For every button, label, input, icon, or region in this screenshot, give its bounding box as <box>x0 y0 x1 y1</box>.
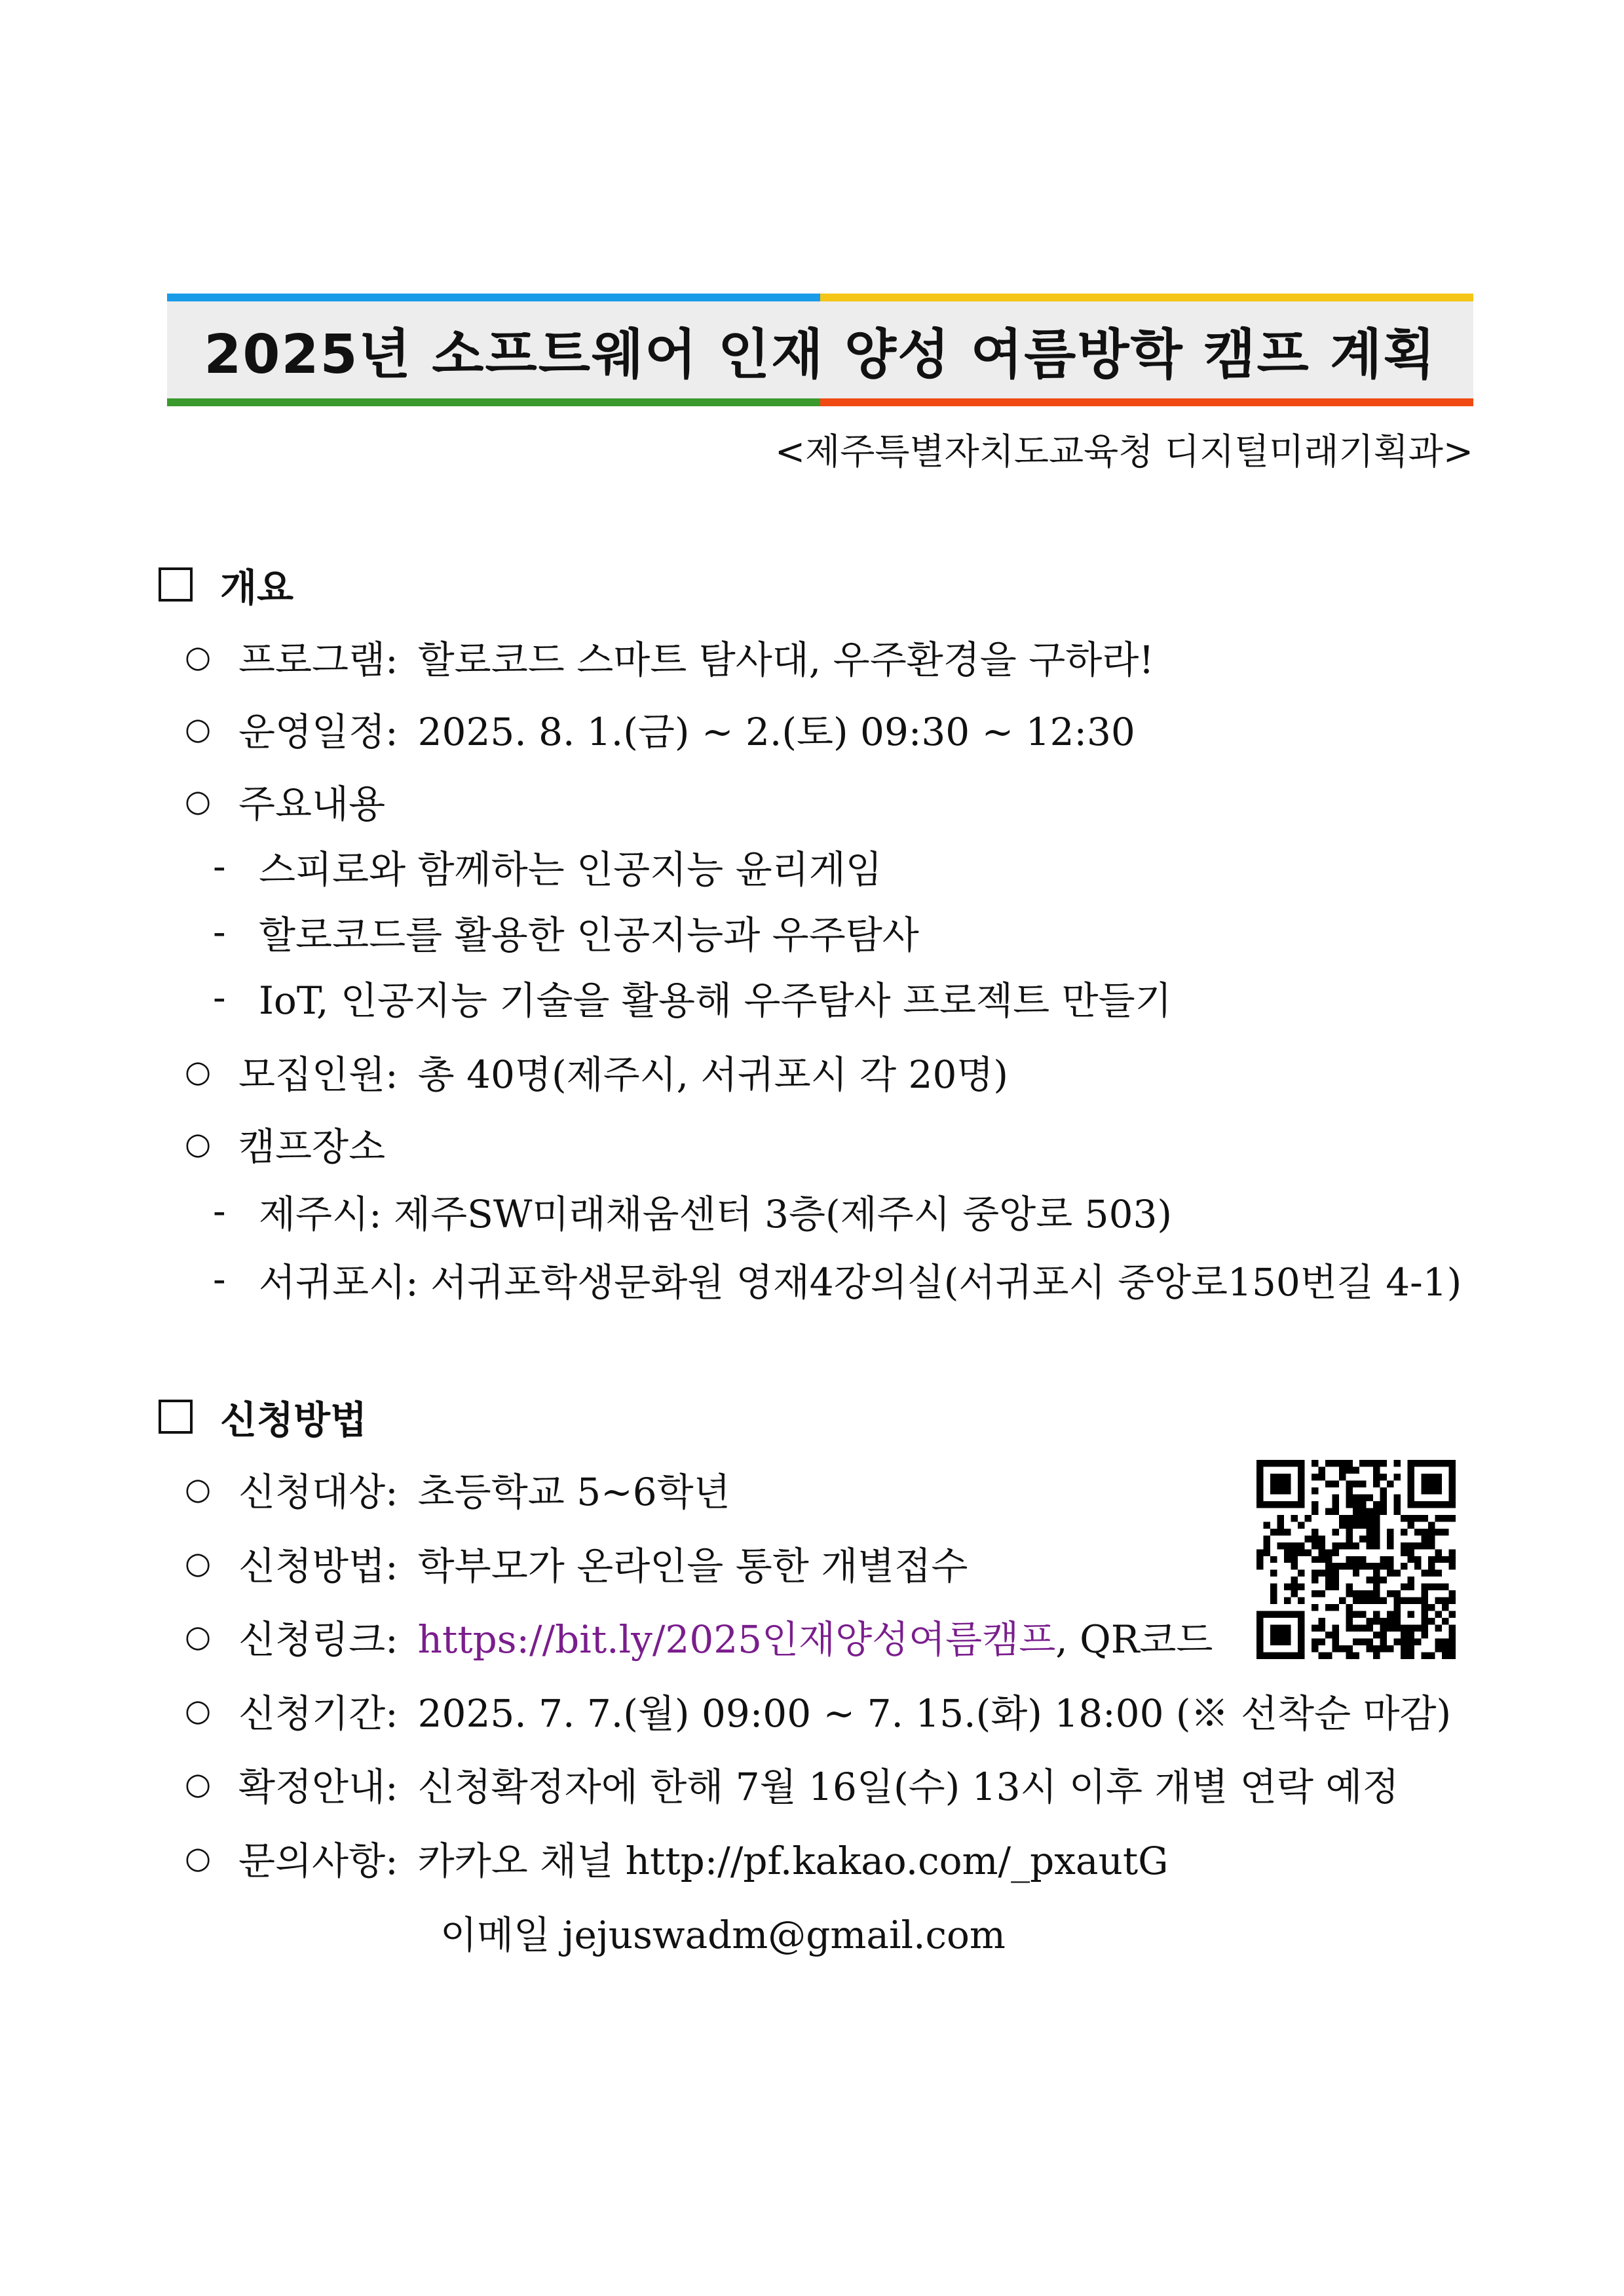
schedule-label: 운영일정: <box>238 710 398 754</box>
contents-item <box>213 840 882 892</box>
period-row <box>185 1684 1451 1736</box>
bullet-icon: ○ <box>185 711 212 746</box>
dash-icon: - <box>213 909 226 954</box>
empty-square-icon <box>159 567 193 602</box>
apply-link[interactable]: https://bit.ly/2025인재양성여름캠프 <box>417 1617 1056 1662</box>
bullet-icon: ○ <box>185 1618 212 1654</box>
dash-icon: - <box>213 975 226 1020</box>
bullet-icon: ○ <box>185 1054 212 1089</box>
program-row <box>185 630 1154 683</box>
venue-row <box>185 1117 385 1170</box>
target-label: 신청대상: <box>238 1470 398 1514</box>
contents-label: 주요내용 <box>238 782 386 826</box>
contents-item <box>213 906 919 958</box>
dash-icon: - <box>213 1189 226 1233</box>
page-title: 2025년 소프트웨어 인재 양성 여름방학 캠프 계획 <box>204 323 1437 386</box>
venue-item <box>213 1253 1462 1305</box>
bullet-icon: ○ <box>185 1693 212 1728</box>
bullet-icon: ○ <box>185 1840 212 1875</box>
program-label: 프로그램: <box>238 638 398 682</box>
bullet-icon: ○ <box>185 1545 212 1580</box>
recruit-value: 총 40명(제주시, 서귀포시 각 20명) <box>417 1052 1009 1097</box>
recruit-row <box>185 1045 1008 1098</box>
section-overview-heading <box>159 558 293 611</box>
program-value: 할로코드 스마트 탐사대, 우주환경을 구하라! <box>417 638 1154 682</box>
section-apply-heading <box>159 1390 367 1443</box>
confirm-value: 신청확정자에 한해 7월 16일(수) 13시 이후 개별 연락 예정 <box>417 1765 1399 1809</box>
contents-item-text: IoT, 인공지능 기술을 활용해 우주탐사 프로젝트 만들기 <box>259 978 1172 1023</box>
target-row <box>185 1463 730 1515</box>
section-title: 신청방법 <box>220 1398 368 1442</box>
venue-item <box>213 1185 1172 1237</box>
bullet-icon: ○ <box>185 783 212 818</box>
department-label: <제주특별자치도교육청 디지털미래기획과> <box>775 430 1473 472</box>
contact-row <box>185 1831 1169 1884</box>
bullet-icon: ○ <box>185 1126 212 1161</box>
contact-label: 문의사항: <box>238 1839 398 1883</box>
recruit-label: 모집인원: <box>238 1052 398 1097</box>
period-label: 신청기간: <box>238 1691 398 1736</box>
venue-label: 캠프장소 <box>238 1124 386 1169</box>
contents-item-text: 스피로와 함께하는 인공지능 윤리게임 <box>259 847 882 892</box>
qr-code-icon[interactable] <box>1256 1460 1456 1659</box>
method-label: 신청방법: <box>238 1544 398 1588</box>
dash-icon: - <box>213 844 226 889</box>
venue-item-text: 제주시: 제주SW미래채움센터 3층(제주시 중앙로 503) <box>259 1192 1173 1236</box>
title-box <box>167 294 1473 406</box>
method-row <box>185 1537 968 1589</box>
contact-email-row <box>440 1905 1006 1958</box>
bullet-icon: ○ <box>185 639 212 674</box>
link-row <box>185 1610 1213 1662</box>
venue-item-text: 서귀포시: 서귀포학생문화원 영재4강의실(서귀포시 중앙로150번길 4-1) <box>259 1260 1462 1305</box>
contact-email[interactable]: 이메일 jejuswadm@gmail.com <box>440 1913 1006 1957</box>
method-value: 학부모가 온라인을 통한 개별접수 <box>417 1544 968 1588</box>
contact-kakao[interactable]: 카카오 채널 http://pf.kakao.com/_pxautG <box>417 1839 1169 1883</box>
bullet-icon: ○ <box>185 1471 212 1506</box>
contents-item-text: 할로코드를 활용한 인공지능과 우주탐사 <box>259 913 919 957</box>
section-title: 개요 <box>220 565 294 610</box>
empty-square-icon <box>159 1400 193 1434</box>
contents-row <box>185 775 385 827</box>
link-suffix: , QR코드 <box>1055 1617 1213 1662</box>
schedule-value: 2025. 8. 1.(금) ~ 2.(토) 09:30 ~ 12:30 <box>417 710 1135 754</box>
dash-icon: - <box>213 1257 226 1301</box>
confirm-label: 확정안내: <box>238 1765 398 1809</box>
bullet-icon: ○ <box>185 1766 212 1801</box>
target-value: 초등학교 5~6학년 <box>417 1470 730 1514</box>
confirm-row <box>185 1757 1399 1810</box>
link-label: 신청링크: <box>238 1617 398 1662</box>
period-value: 2025. 7. 7.(월) 09:00 ~ 7. 15.(화) 18:00 (※ 선착순 마감) <box>417 1691 1452 1736</box>
contents-item <box>213 971 1172 1024</box>
schedule-row <box>185 702 1135 755</box>
